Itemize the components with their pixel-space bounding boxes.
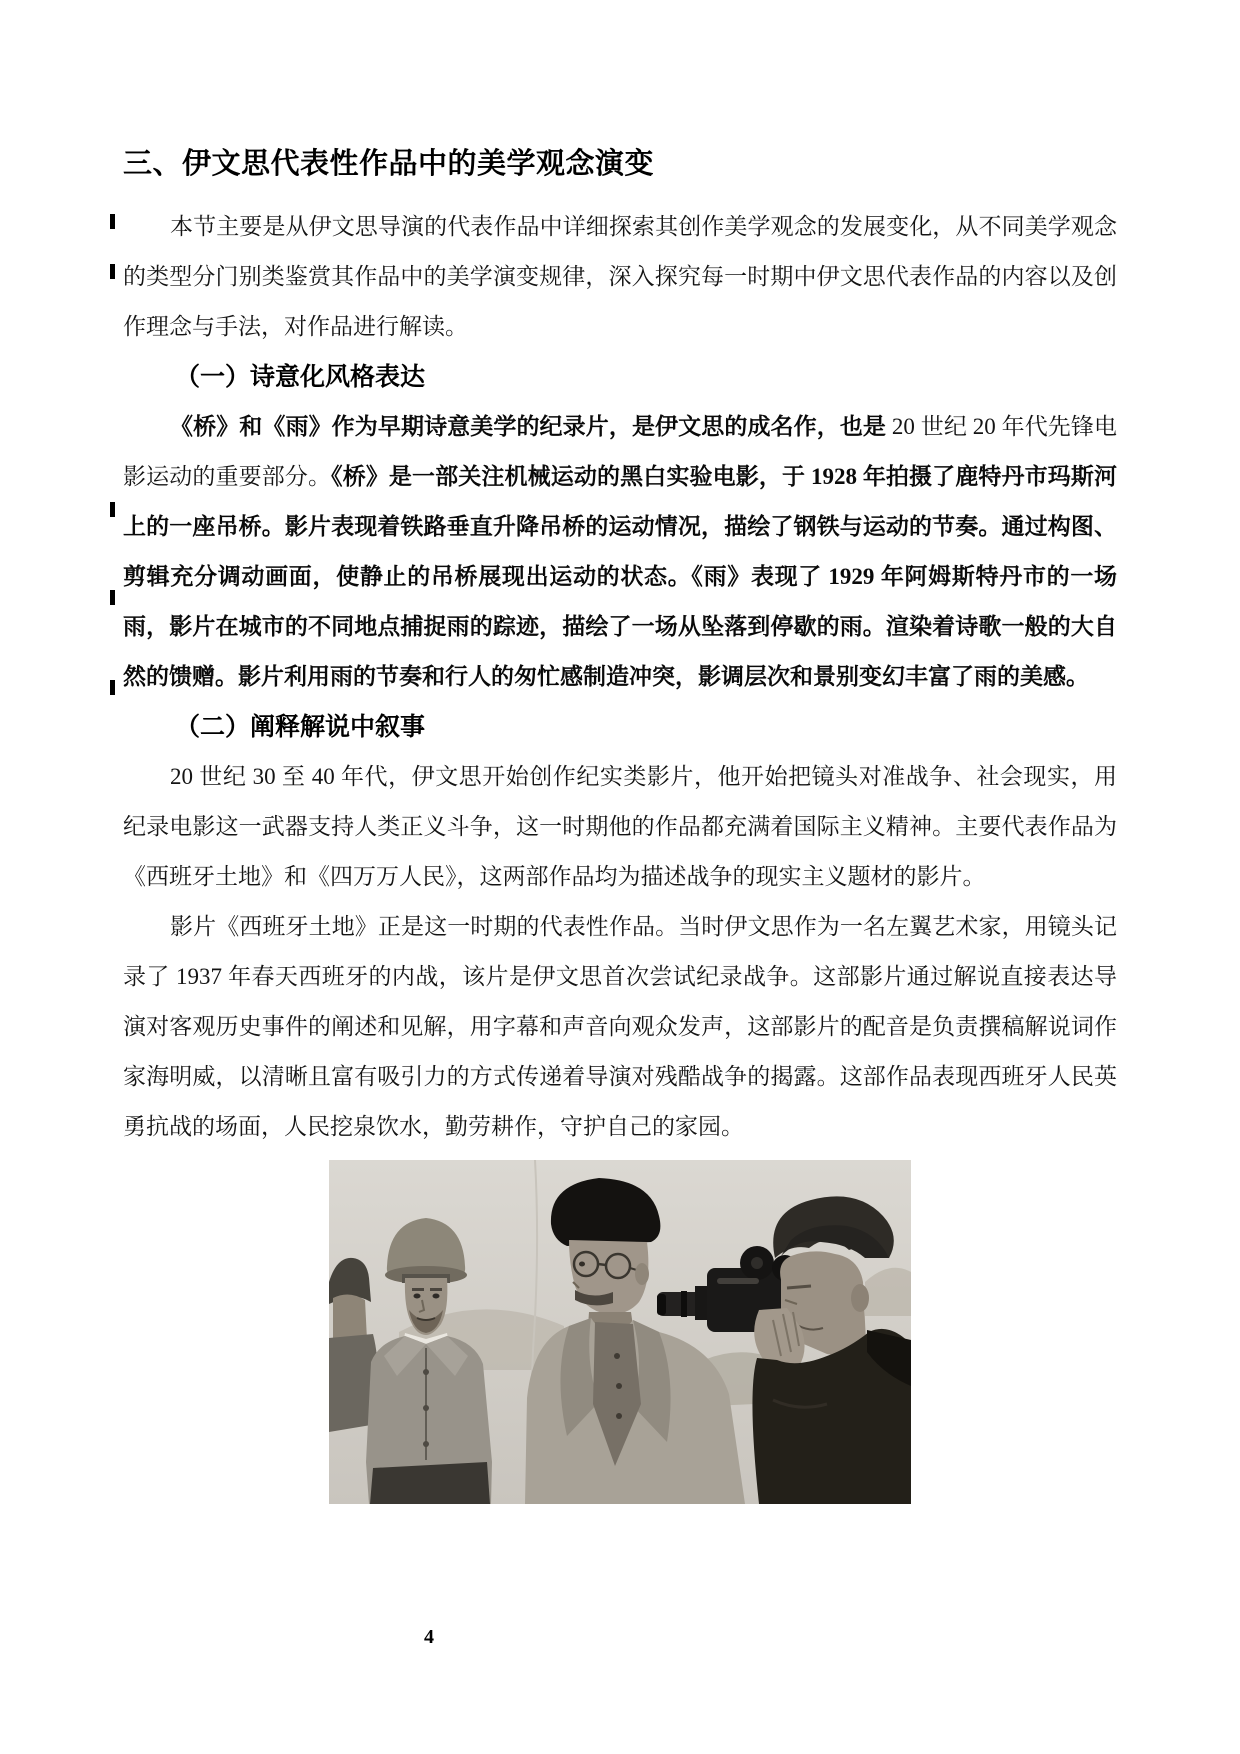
paragraph-documentary-period: 20 世纪 30 至 40 年代，伊文思开始创作纪实类影片，他开始把镜头对准战争、社会现实，用纪录电影这一武器支持人类正义斗争，这一时期他的作品都充满着国际主义精神。主要代表作品为《西班牙土地》和《四万万人民》，这两部作品均为描述战争的现实主义题材的影片。 bbox=[123, 764, 1117, 889]
revision-mark bbox=[110, 680, 115, 695]
paragraph-spanish-earth: 影片《西班牙土地》正是这一时期的代表性作品。当时伊文思作为一名左翼艺术家，用镜头记录了 1937 年春天西班牙的内战，该片是伊文思首次尝试纪录战争。这部影片通过解说直接表达导演对客观历史事件的阐述和见解，用字幕和声音向观众发声，这部影片的配音是负责撰稿解说词作家海明威，以清晰且富有吸引力的方式传递着导演对残酷战争的揭露。这部作品表现西班牙人民英勇抗战的场面，人民挖泉饮水，勤劳耕作，守护自己的家园。 bbox=[123, 914, 1117, 1139]
bold-text-run: 《桥》和《雨》作为早期诗意美学的纪录片，是伊文思的成名作，也是 bbox=[170, 414, 887, 439]
historical-photo bbox=[329, 1160, 911, 1504]
subheading-narration: （二）阐释解说中叙事 bbox=[175, 713, 426, 741]
revision-mark bbox=[110, 502, 115, 517]
section-title: 三、伊文思代表性作品中的美学观念演变 bbox=[123, 148, 655, 180]
paragraph-overview: 本节主要是从伊文思导演的代表作品中详细探索其创作美学观念的发展变化，从不同美学观念的类型分门别类鉴赏其作品中的美学演变规律，深入探究每一时期中伊文思代表作品的内容以及创作理念与手法，对作品进行解读。 bbox=[123, 214, 1117, 339]
photo-container bbox=[123, 1160, 1117, 1504]
bold-text-run: 《桥》是一部关注机械运动的黑白实验电影，于 1928 年拍摄了鹿特丹市玛斯河上的一座吊桥。影片表现着铁路垂直升降吊桥的运动情况，描绘了钢铁与运动的节奏。通过构图、剪辑充分调动画面，使静止的吊桥展现出运动的状态。《雨》表现了 1929 年阿姆斯特丹市的一场雨，影片在城市的不同地点捕捉雨的踪迹，描绘了一场从坠落到停歇的雨。渲染着诗歌一般的大自然的馈赠。影片利用雨的节奏和行人的匆忙感制造冲突，影调层次和景别变幻丰富了雨的美感。 bbox=[123, 464, 1118, 689]
body-text bbox=[123, 202, 1117, 1152]
page-content bbox=[123, 0, 1117, 1504]
revision-mark bbox=[110, 264, 115, 279]
revision-mark bbox=[110, 590, 115, 605]
revision-mark bbox=[110, 214, 115, 229]
subheading-poetic-style: （一）诗意化风格表达 bbox=[175, 363, 426, 391]
regular-text-run: 20 世纪 20 年代先锋电影运动的重要部分。 bbox=[123, 414, 1118, 489]
spanish-civil-war-photo bbox=[329, 1160, 911, 1504]
page-number: 4 bbox=[424, 1626, 434, 1648]
cameraman-figure bbox=[752, 1196, 911, 1504]
paragraph-poetic-films bbox=[123, 402, 1117, 702]
